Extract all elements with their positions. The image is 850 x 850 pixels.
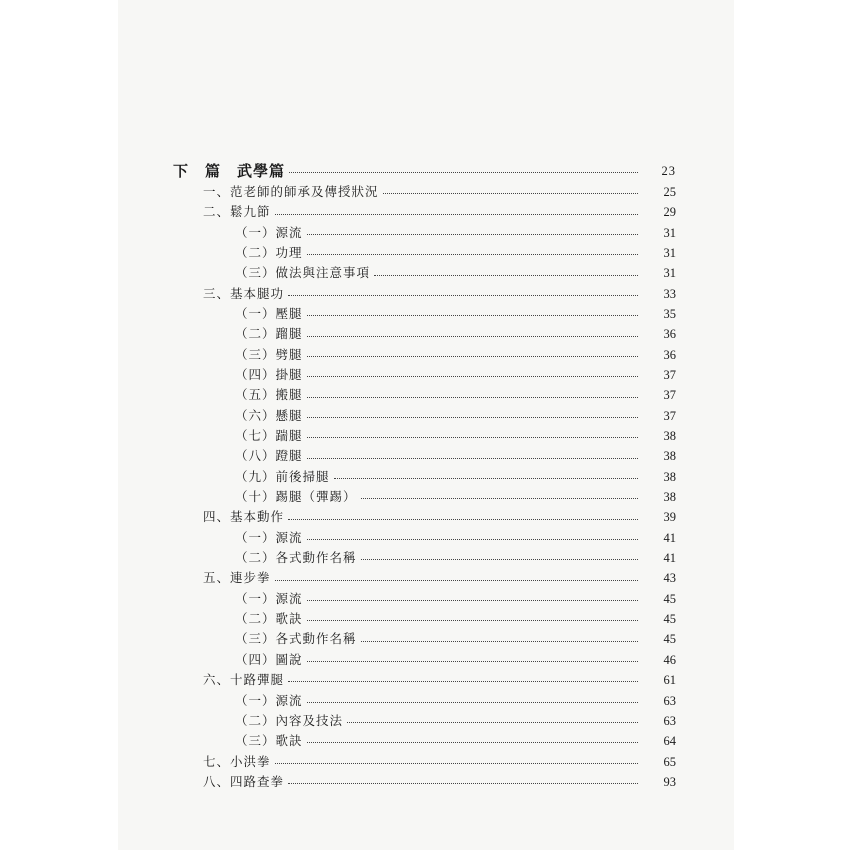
- dot-leader: [361, 559, 638, 560]
- dot-leader: [307, 417, 638, 418]
- toc-entry: [173, 467, 676, 487]
- toc-entry: [173, 385, 676, 405]
- dot-leader: [307, 336, 638, 337]
- toc-page-number: 36: [663, 327, 676, 342]
- toc-entry-title: （九）前後掃腿: [235, 468, 330, 484]
- toc-entry: [173, 650, 676, 670]
- toc-entry: [173, 182, 676, 202]
- toc-entry: [173, 670, 676, 690]
- toc-page-number: 31: [663, 225, 676, 240]
- toc-entry: [173, 691, 676, 711]
- dot-leader: [288, 783, 638, 784]
- dot-leader: [334, 478, 638, 479]
- toc-entry: [173, 406, 676, 426]
- toc-entry: [173, 243, 676, 263]
- dot-leader: [307, 315, 638, 316]
- toc-entry: [173, 609, 676, 629]
- toc-entry: [173, 487, 676, 507]
- dot-leader: [288, 519, 638, 520]
- toc-entry: [173, 731, 676, 751]
- toc-entry-title: 七、小洪拳: [203, 753, 271, 769]
- toc-page-number: 25: [663, 184, 676, 199]
- toc-entry-title: 六、十路彈腿: [203, 672, 285, 688]
- toc-entry-title: （二）蹓腿: [235, 326, 303, 342]
- toc-entry: [173, 569, 676, 589]
- toc-page-number: 63: [663, 693, 676, 708]
- dot-leader: [307, 539, 638, 540]
- toc-part-heading: [173, 160, 676, 182]
- toc-page-number: 93: [663, 774, 676, 789]
- toc-page-number: 38: [663, 490, 676, 505]
- dot-leader: [275, 580, 638, 581]
- dot-leader: [347, 722, 638, 723]
- toc-page-number: 46: [663, 652, 676, 667]
- toc-page-number: 64: [663, 734, 676, 749]
- toc-entry-title: （一）壓腿: [235, 305, 303, 321]
- toc-entry-title: 四、基本動作: [203, 509, 285, 525]
- dot-leader: [288, 681, 638, 682]
- toc-entry: [173, 446, 676, 466]
- dot-leader: [307, 742, 638, 743]
- toc-page-number: 37: [663, 368, 676, 383]
- toc-page-number: 38: [663, 469, 676, 484]
- toc-entry-title: （三）歌訣: [235, 733, 303, 749]
- toc-page-number: 45: [663, 632, 676, 647]
- toc-page-number: 41: [663, 530, 676, 545]
- toc-entry: [173, 324, 676, 344]
- toc-entry-title: 二、鬆九節: [203, 204, 271, 220]
- toc-entry-title: （八）蹬腿: [235, 448, 303, 464]
- dot-leader: [288, 295, 638, 296]
- toc-entry-title: （一）源流: [235, 224, 303, 240]
- toc-entries: [173, 182, 676, 792]
- dot-leader: [307, 600, 638, 601]
- toc-page-number: 37: [663, 408, 676, 423]
- toc-entry: [173, 345, 676, 365]
- toc-entry-title: （三）各式動作名稱: [235, 631, 357, 647]
- toc-entry-title: （三）做法與注意事項: [235, 265, 371, 281]
- toc-page-number: 33: [663, 286, 676, 301]
- toc-page-number: 31: [663, 266, 676, 281]
- toc-entry-title: （二）內容及技法: [235, 712, 344, 728]
- dot-leader: [307, 458, 638, 459]
- dot-leader: [307, 397, 638, 398]
- toc-entry-title: 五、連步拳: [203, 570, 271, 586]
- toc-entry-title: （十）踢腿（彈踢）: [235, 489, 357, 505]
- toc-page-number: 39: [663, 510, 676, 525]
- dot-leader: [289, 172, 638, 173]
- toc-page-number: 38: [663, 429, 676, 444]
- table-of-contents: [173, 160, 676, 792]
- toc-entry: [173, 304, 676, 324]
- toc-entry: [173, 548, 676, 568]
- dot-leader: [275, 763, 638, 764]
- toc-page-number: 31: [663, 245, 676, 260]
- toc-entry: [173, 528, 676, 548]
- toc-entry-title: （二）歌訣: [235, 611, 303, 627]
- toc-entry: [173, 263, 676, 283]
- dot-leader: [307, 437, 638, 438]
- dot-leader: [307, 254, 638, 255]
- toc-entry: [173, 508, 676, 528]
- toc-entry-title: 三、基本腿功: [203, 285, 285, 301]
- toc-page-number: 38: [663, 449, 676, 464]
- dot-leader: [307, 620, 638, 621]
- toc-entry-title: （五）搬腿: [235, 387, 303, 403]
- toc-page-number: 43: [663, 571, 676, 586]
- dot-leader: [307, 356, 638, 357]
- toc-page-number: 23: [661, 163, 676, 178]
- toc-page-number: 63: [663, 713, 676, 728]
- dot-leader: [383, 193, 638, 194]
- toc-page-number: 37: [663, 388, 676, 403]
- toc-page-number: 61: [663, 673, 676, 688]
- toc-page-number: 41: [663, 551, 676, 566]
- toc-entry-title: （一）源流: [235, 590, 303, 606]
- dot-leader: [374, 275, 638, 276]
- toc-page-number: 36: [663, 347, 676, 362]
- toc-entry-title: （七）踹腿: [235, 428, 303, 444]
- dot-leader: [361, 498, 638, 499]
- dot-leader: [307, 234, 638, 235]
- toc-entry-title: （一）源流: [235, 529, 303, 545]
- toc-entry-title: （三）劈腿: [235, 346, 303, 362]
- toc-entry: [173, 284, 676, 304]
- toc-entry-title: 一、范老師的師承及傳授狀況: [203, 183, 379, 199]
- toc-page-number: 45: [663, 612, 676, 627]
- toc-entry: [173, 752, 676, 772]
- dot-leader: [307, 702, 638, 703]
- toc-entry: [173, 772, 676, 792]
- dot-leader: [275, 214, 638, 215]
- toc-entry-title: （一）源流: [235, 692, 303, 708]
- toc-page-number: 29: [663, 205, 676, 220]
- toc-entry: [173, 589, 676, 609]
- toc-entry-title: 八、四路查拳: [203, 773, 285, 789]
- toc-entry: [173, 630, 676, 650]
- toc-entry: [173, 365, 676, 385]
- dot-leader: [361, 641, 638, 642]
- toc-entry-title: （四）掛腿: [235, 367, 303, 383]
- toc-entry-title: （二）功理: [235, 244, 303, 260]
- toc-entry-title: （二）各式動作名稱: [235, 550, 357, 566]
- toc-entry: [173, 223, 676, 243]
- toc-entry-title: （四）圖說: [235, 651, 303, 667]
- toc-part-title: 下 篇 武學篇: [173, 161, 286, 180]
- toc-page-number: 45: [663, 591, 676, 606]
- toc-entry: [173, 711, 676, 731]
- toc-page-number: 35: [663, 306, 676, 321]
- toc-entry-title: （六）懸腿: [235, 407, 303, 423]
- dot-leader: [307, 661, 638, 662]
- dot-leader: [307, 376, 638, 377]
- toc-page-number: 65: [663, 754, 676, 769]
- toc-entry: [173, 426, 676, 446]
- toc-entry: [173, 202, 676, 222]
